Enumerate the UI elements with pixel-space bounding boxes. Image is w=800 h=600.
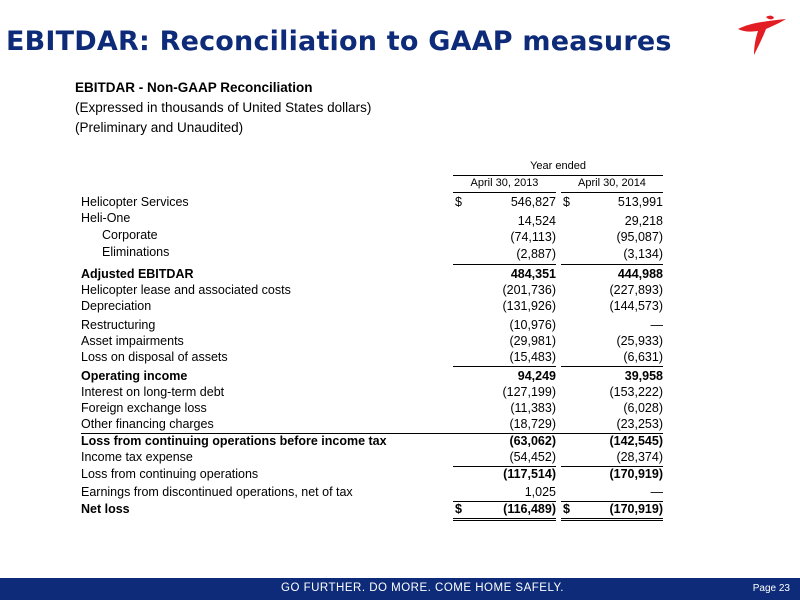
- group-header-rule: [453, 175, 663, 176]
- subtotal-rule: [453, 264, 556, 265]
- footer-slogan: GO FURTHER. DO MORE. COME HOME SAFELY.: [281, 582, 564, 594]
- table-row: Income tax expense (54,452) (28,374): [81, 450, 663, 464]
- table-row: Loss from continuing operations before income tax (63,062) (142,545): [81, 434, 663, 448]
- col1-header-rule: [453, 192, 556, 193]
- table-row: Heli-One 14,524 29,218: [81, 211, 663, 228]
- table-row: Net loss $ (116,489) $ (170,919): [81, 502, 663, 516]
- report-status: (Preliminary and Unaudited): [75, 120, 244, 135]
- double-rule-bottom: [561, 520, 663, 521]
- report-units: (Expressed in thousands of United States dollars): [75, 100, 372, 115]
- table-row: Restructuring (10,976) —: [81, 318, 663, 332]
- col-header-2013: April 30, 2013: [470, 177, 539, 189]
- table-row: Helicopter Services $ 546,827 $ 513,991: [81, 195, 663, 209]
- subtotal-rule: [561, 366, 663, 367]
- double-rule-top: [561, 518, 663, 519]
- double-rule-bottom: [453, 520, 556, 521]
- currency-symbol: $: [563, 502, 570, 516]
- col-header-2014: April 30, 2014: [578, 177, 646, 189]
- subtotal-rule: [561, 264, 663, 265]
- page-number: Page 23: [752, 583, 790, 594]
- currency-symbol: $: [455, 502, 462, 516]
- report-title: EBITDAR - Non-GAAP Reconciliation: [75, 80, 313, 95]
- table-row: Helicopter lease and associated costs (201,736) (227,893): [81, 283, 663, 297]
- table-row: Asset impairments (29,981) (25,933): [81, 334, 663, 348]
- table-row: Operating income 94,249 39,958: [81, 369, 663, 383]
- currency-symbol: $: [563, 195, 570, 209]
- col2-header-rule: [561, 192, 663, 193]
- group-header-row: [81, 160, 663, 174]
- table-row: Depreciation (131,926) (144,573): [81, 299, 663, 313]
- table-row: Loss on disposal of assets (15,483) (6,631): [81, 350, 663, 364]
- slide-title: EBITDAR: Reconciliation to GAAP measures: [6, 26, 672, 57]
- footer-bar: [0, 578, 800, 600]
- table-row: Interest on long-term debt (127,199) (153,222): [81, 385, 663, 399]
- table-row: Other financing charges (18,729) (23,253): [81, 417, 663, 431]
- table-row: Earnings from discontinued operations, net of tax 1,025 —: [81, 485, 663, 499]
- double-rule-top: [453, 518, 556, 519]
- red-bird-logo-icon: [736, 13, 788, 57]
- subtotal-rule: [453, 366, 556, 367]
- table-row: Eliminations (2,887) (3,134): [102, 245, 663, 261]
- table-row: Corporate (74,113) (95,087): [102, 228, 663, 244]
- table-row: Loss from continuing operations (117,514) (170,919): [81, 467, 663, 481]
- currency-symbol: $: [455, 195, 462, 209]
- year-ended-header: Year ended: [530, 160, 586, 172]
- table-row: Foreign exchange loss (11,383) (6,028): [81, 401, 663, 415]
- reconciliation-table: [81, 160, 663, 522]
- report-heading: [75, 78, 371, 138]
- table-row: Adjusted EBITDAR 484,351 444,988: [81, 267, 663, 281]
- column-header-row: [81, 177, 663, 191]
